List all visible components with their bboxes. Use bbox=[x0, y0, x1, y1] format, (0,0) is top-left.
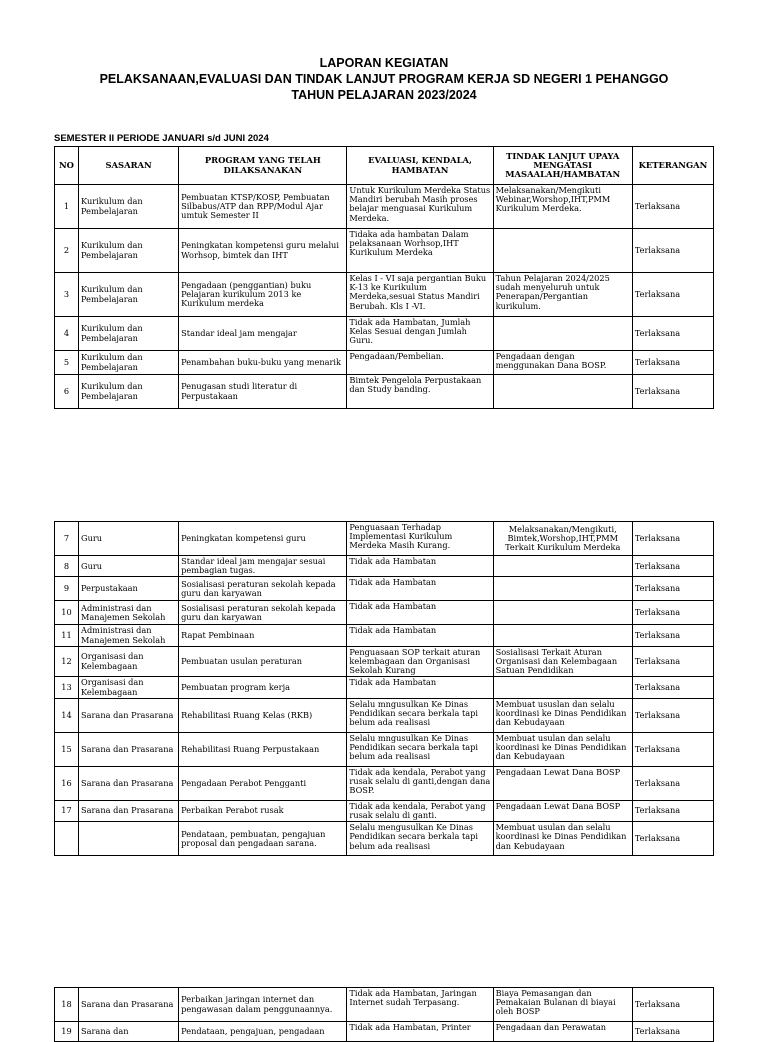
row-evaluasi: Tidaka ada hambatan Dalam pelaksanaan Worhsop,IHT Kurikulum Merdeka bbox=[347, 229, 493, 273]
row-tindak-lanjut: Pengadaan dan Perawatan bbox=[493, 1022, 632, 1042]
row-sasaran: Guru bbox=[79, 522, 179, 556]
row-keterangan: Terlaksana bbox=[632, 317, 713, 351]
table-row bbox=[55, 698, 714, 732]
row-sasaran: Sarana dan Prasarana bbox=[79, 988, 179, 1022]
row-number: 11 bbox=[55, 625, 79, 646]
row-number: 4 bbox=[55, 317, 79, 351]
row-tindak-lanjut: Membuat usulan dan selalu koordinasi ke Dinas Pendidikan dan Kebudayaan bbox=[493, 732, 632, 766]
row-evaluasi: Untuk Kurikulum Merdeka Status Mandiri berubah Masih proses belajar menguasai Kurikulum Merdeka. bbox=[347, 185, 493, 229]
table-header-row bbox=[55, 147, 714, 185]
row-keterangan: Terlaksana bbox=[632, 229, 713, 273]
row-sasaran: Kurikulum dan Pembelajaran bbox=[79, 375, 179, 409]
row-program: Pengadaan Perabot Pengganti bbox=[179, 766, 347, 800]
row-evaluasi: Tidak ada kendala, Perabot yang rusak selalu di ganti. bbox=[347, 800, 493, 821]
row-evaluasi: Tidak ada Hambatan, Jumlah Kelas Sesuai dengan Jumlah Guru. bbox=[347, 317, 493, 351]
row-program: Sosialisasi peraturan sekolah kepada guru dan karyawan bbox=[179, 601, 347, 625]
table-row bbox=[55, 185, 714, 229]
header-tindak-lanjut: TINDAK LANJUT UPAYA MENGATASI MASAALAH/HAMBATAN bbox=[493, 147, 632, 185]
row-sasaran: Sarana dan Prasarana bbox=[79, 766, 179, 800]
row-sasaran: Kurikulum dan Pembelajaran bbox=[79, 229, 179, 273]
row-keterangan: Terlaksana bbox=[632, 625, 713, 646]
row-number: 12 bbox=[55, 646, 79, 677]
row-program: Rapat Pembinaan bbox=[179, 625, 347, 646]
report-table-part-3 bbox=[54, 987, 714, 1042]
table-row bbox=[55, 351, 714, 375]
row-tindak-lanjut bbox=[493, 601, 632, 625]
row-tindak-lanjut bbox=[493, 625, 632, 646]
row-evaluasi: Tidak ada Hambatan bbox=[347, 625, 493, 646]
row-evaluasi: Selalu mngusulkan Ke Dinas Pendidikan secara berkala tapi belum ada realisasi bbox=[347, 698, 493, 732]
row-sasaran: Kurikulum dan Pembelajaran bbox=[79, 273, 179, 317]
header-no: NO bbox=[55, 147, 79, 185]
row-keterangan: Terlaksana bbox=[632, 698, 713, 732]
table-row bbox=[55, 601, 714, 625]
table-row bbox=[55, 732, 714, 766]
row-number: 7 bbox=[55, 522, 79, 556]
row-tindak-lanjut bbox=[493, 677, 632, 698]
row-program: Pembuatan usulan peraturan bbox=[179, 646, 347, 677]
table-row bbox=[55, 522, 714, 556]
row-sasaran: Organisasi dan Kelembagaan bbox=[79, 677, 179, 698]
row-evaluasi: Tidak ada Hambatan bbox=[347, 556, 493, 577]
row-number: 9 bbox=[55, 577, 79, 601]
row-number: 5 bbox=[55, 351, 79, 375]
row-keterangan: Terlaksana bbox=[632, 601, 713, 625]
row-sasaran: Guru bbox=[79, 556, 179, 577]
row-program: Penambahan buku-buku yang menarik bbox=[179, 351, 347, 375]
row-program: Sosialisasi peraturan sekolah kepada guru dan karyawan bbox=[179, 577, 347, 601]
row-program: Peningkatan kompetensi guru bbox=[179, 522, 347, 556]
row-program: Pembuatan KTSP/KOSP, Pembuatan Silbabus/ATP dan RPP/Modul Ajar umtuk Semester II bbox=[179, 185, 347, 229]
row-evaluasi: Kelas I - VI saja pergantian Buku K-13 ke Kurikulum Merdeka,sesuai Status Mandiri Berubah. Kls I -VI. bbox=[347, 273, 493, 317]
header-keterangan: KETERANGAN bbox=[632, 147, 713, 185]
row-program: Standar ideal jam mengajar bbox=[179, 317, 347, 351]
row-evaluasi: Tidak ada Hambatan, Printer bbox=[347, 1022, 493, 1042]
row-sasaran bbox=[79, 822, 179, 856]
row-keterangan: Terlaksana bbox=[632, 556, 713, 577]
row-sasaran: Sarana dan Prasarana bbox=[79, 698, 179, 732]
table-row bbox=[55, 556, 714, 577]
row-sasaran: Sarana dan Prasarana bbox=[79, 732, 179, 766]
table-row bbox=[55, 1022, 714, 1042]
table-row bbox=[55, 375, 714, 409]
row-sasaran: Sarana dan Prasarana bbox=[79, 800, 179, 821]
row-evaluasi: Tidak ada Hambatan bbox=[347, 677, 493, 698]
row-keterangan: Terlaksana bbox=[632, 646, 713, 677]
row-sasaran: Kurikulum dan Pembelajaran bbox=[79, 351, 179, 375]
row-evaluasi: Tidak ada kendala, Perabot yang rusak selalu di ganti,dengan dana BOSP. bbox=[347, 766, 493, 800]
row-tindak-lanjut: Melaksanakan/Mengikuti, Bimtek,Worshop,IHT,PMM Terkait Kurikulum Merdeka bbox=[493, 522, 632, 556]
row-number: 10 bbox=[55, 601, 79, 625]
report-table-part-1 bbox=[54, 146, 714, 409]
row-evaluasi: Pengadaan/Pembelian. bbox=[347, 351, 493, 375]
table-row bbox=[55, 646, 714, 677]
row-sasaran: Kurikulum dan Pembelajaran bbox=[79, 317, 179, 351]
row-evaluasi: Selalu mngusulkan Ke Dinas Pendidikan secara berkala tapi belum ada realisasi bbox=[347, 732, 493, 766]
row-tindak-lanjut bbox=[493, 375, 632, 409]
row-number: 17 bbox=[55, 800, 79, 821]
row-tindak-lanjut: Sosialisasi Terkait Aturan Organisasi dan Kelembagaan Satuan Pendidikan bbox=[493, 646, 632, 677]
row-keterangan: Terlaksana bbox=[632, 988, 713, 1022]
row-evaluasi: Penguasaan SOP terkait aturan kelembagaan dan Organisasi Sekolah Kurang bbox=[347, 646, 493, 677]
row-evaluasi: Selalu mengusulkan Ke Dinas Pendidikan secara berkala tapi belum ada realisasi bbox=[347, 822, 493, 856]
semester-label: SEMESTER II PERIODE JANUARI s/d JUNI 2024 bbox=[54, 133, 269, 144]
row-program: Rehabilitasi Ruang Kelas (RKB) bbox=[179, 698, 347, 732]
report-school-year: TAHUN PELAJARAN 2023/2024 bbox=[291, 88, 477, 102]
table-row bbox=[55, 229, 714, 273]
row-keterangan: Terlaksana bbox=[632, 800, 713, 821]
table-row bbox=[55, 988, 714, 1022]
report-subtitle: PELAKSANAAN,EVALUASI DAN TINDAK LANJUT PROGRAM KERJA SD NEGERI 1 PEHANGGO bbox=[99, 72, 669, 86]
report-title: LAPORAN KEGIATAN bbox=[319, 56, 449, 70]
table-row bbox=[55, 625, 714, 646]
table-row bbox=[55, 677, 714, 698]
row-number: 19 bbox=[55, 1022, 79, 1042]
row-tindak-lanjut: Pengadaan Lewat Dana BOSP bbox=[493, 766, 632, 800]
row-keterangan: Terlaksana bbox=[632, 577, 713, 601]
row-evaluasi: Bimtek Pengelola Perpustakaan dan Study banding. bbox=[347, 375, 493, 409]
row-program: Perbaikan jaringan internet dan pengawasan dalam penggunaannya. bbox=[179, 988, 347, 1022]
row-number: 13 bbox=[55, 677, 79, 698]
row-sasaran: Administrasi dan Manajemen Sekolah bbox=[79, 625, 179, 646]
row-tindak-lanjut: Melaksanakan/Mengikuti Webinar,Worshop,IHT,PMM Kurikulum Merdeka. bbox=[493, 185, 632, 229]
row-keterangan: Terlaksana bbox=[632, 1022, 713, 1042]
header-evaluasi: EVALUASI, KENDALA, HAMBATAN bbox=[347, 147, 493, 185]
row-tindak-lanjut: Membuat ususlan dan selalu koordinasi ke Dinas Pendidikan dan Kebudayaan bbox=[493, 698, 632, 732]
row-number: 16 bbox=[55, 766, 79, 800]
row-tindak-lanjut: Pengadaan Lewat Dana BOSP bbox=[493, 800, 632, 821]
row-evaluasi: Penguasaan Terhadap Implementasi Kurikulum Merdeka Masih Kurang. bbox=[347, 522, 493, 556]
row-tindak-lanjut: Tahun Pelajaran 2024/2025 sudah menyeluruh untuk Penerapan/Pergantian kurikulum. bbox=[493, 273, 632, 317]
row-tindak-lanjut bbox=[493, 556, 632, 577]
row-tindak-lanjut: Pengadaan dengan menggunakan Dana BOSP. bbox=[493, 351, 632, 375]
row-program: Pengadaan (penggantian) buku Pelajaran kurikulum 2013 ke Kurikulum merdeka bbox=[179, 273, 347, 317]
row-program: Pendataan, pembuatan, pengajuan proposal dan pengadaan sarana. bbox=[179, 822, 347, 856]
report-table-part-2 bbox=[54, 521, 714, 856]
row-keterangan: Terlaksana bbox=[632, 822, 713, 856]
row-keterangan: Terlaksana bbox=[632, 185, 713, 229]
row-keterangan: Terlaksana bbox=[632, 677, 713, 698]
row-number: 8 bbox=[55, 556, 79, 577]
row-sasaran: Kurikulum dan Pembelajaran bbox=[79, 185, 179, 229]
row-keterangan: Terlaksana bbox=[632, 273, 713, 317]
row-program: Pembuatan program kerja bbox=[179, 677, 347, 698]
table-row bbox=[55, 577, 714, 601]
header-sasaran: SASARAN bbox=[79, 147, 179, 185]
row-program: Perbaikan Perabot rusak bbox=[179, 800, 347, 821]
row-program: Rehabilitasi Ruang Perpustakaan bbox=[179, 732, 347, 766]
row-program: Penugasan studi literatur di Perpustakaan bbox=[179, 375, 347, 409]
row-evaluasi: Tidak ada Hambatan bbox=[347, 577, 493, 601]
row-number: 18 bbox=[55, 988, 79, 1022]
table-row bbox=[55, 273, 714, 317]
row-tindak-lanjut: Membuat usulan dan selalu koordinasi ke Dinas Pendidikan dan Kebudayaan bbox=[493, 822, 632, 856]
row-sasaran: Perpustakaan bbox=[79, 577, 179, 601]
table-row bbox=[55, 766, 714, 800]
row-tindak-lanjut bbox=[493, 317, 632, 351]
row-keterangan: Terlaksana bbox=[632, 351, 713, 375]
row-number: 3 bbox=[55, 273, 79, 317]
row-program: Pendataan, pengajuan, pengadaan bbox=[179, 1022, 347, 1042]
row-number: 14 bbox=[55, 698, 79, 732]
table-row bbox=[55, 317, 714, 351]
report-header bbox=[0, 55, 768, 103]
row-program: Standar ideal jam mengajar sesuai pembagian tugas. bbox=[179, 556, 347, 577]
row-number bbox=[55, 822, 79, 856]
row-sasaran: Organisasi dan Kelembagaan bbox=[79, 646, 179, 677]
row-tindak-lanjut bbox=[493, 229, 632, 273]
row-number: 1 bbox=[55, 185, 79, 229]
row-number: 15 bbox=[55, 732, 79, 766]
table-row bbox=[55, 800, 714, 821]
header-program: PROGRAM YANG TELAH DILAKSANAKAN bbox=[179, 147, 347, 185]
row-program: Peningkatan kompetensi guru melalui Worhsop, bimtek dan IHT bbox=[179, 229, 347, 273]
row-evaluasi: Tidak ada Hambatan, Jaringan Internet sudah Terpasang. bbox=[347, 988, 493, 1022]
row-number: 6 bbox=[55, 375, 79, 409]
row-number: 2 bbox=[55, 229, 79, 273]
row-keterangan: Terlaksana bbox=[632, 732, 713, 766]
row-evaluasi: Tidak ada Hambatan bbox=[347, 601, 493, 625]
row-sasaran: Sarana dan bbox=[79, 1022, 179, 1042]
row-sasaran: Administrasi dan Manajemen Sekolah bbox=[79, 601, 179, 625]
table-row bbox=[55, 822, 714, 856]
row-keterangan: Terlaksana bbox=[632, 375, 713, 409]
row-keterangan: Terlaksana bbox=[632, 522, 713, 556]
row-tindak-lanjut: Biaya Pemasangan dan Pemakaian Bulanan di biayai oleh BOSP bbox=[493, 988, 632, 1022]
row-tindak-lanjut bbox=[493, 577, 632, 601]
row-keterangan: Terlaksana bbox=[632, 766, 713, 800]
